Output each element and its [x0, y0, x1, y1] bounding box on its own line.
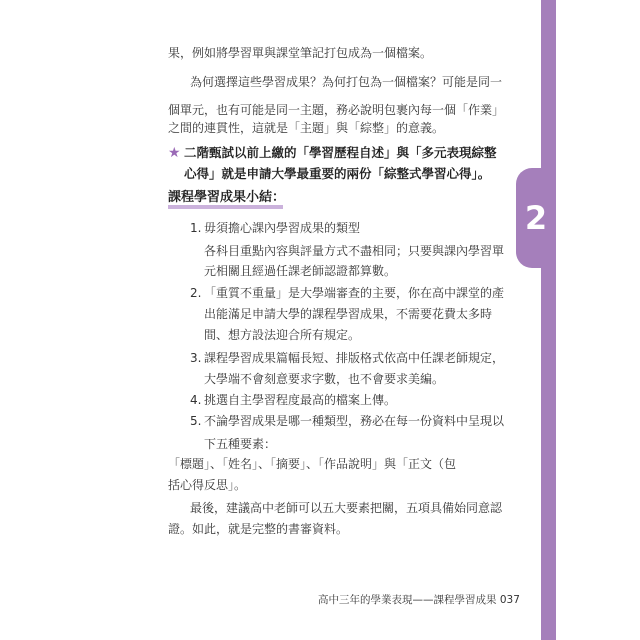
list-item-text: 元相關且經過任課老師認證都算數。	[204, 264, 397, 278]
list-item-text: 「重質不重量」是大學端審查的主要，你在高中課堂的產	[204, 286, 505, 300]
tip-line: 二階甄試以前上繳的「學習歷程自述」與「多元表現綜整	[184, 145, 497, 160]
list-item-text: 各科目重點內容與評量方式不盡相同；只要與課內學習單	[204, 244, 505, 258]
list-item-text: 毋須擔心課內學習成果的類型	[204, 221, 361, 235]
paragraph-line: 個單元，也有可能是同一主題，務必說明包裹內每一個「作業」	[168, 103, 505, 117]
list-item-number: 2.	[190, 286, 202, 300]
list-item-number: 1.	[190, 221, 202, 235]
page-footer: 高中三年的學業表現——課程學習成果 037	[318, 594, 520, 606]
paragraph-line: 之間的連貫性，這就是「主題」與「綜整」的意義。	[168, 121, 445, 135]
list-item-text: 下五種要素：	[204, 437, 277, 451]
list-item-number: 5.	[190, 414, 202, 428]
section-heading: 課程學習成果小結：	[168, 190, 286, 205]
list-item-text: 大學端不會刻意要求字數，也不會要求美編。	[204, 372, 445, 386]
paragraph-line: 最後，建議高中老師可以五大要素把關，五項具備始同意認	[190, 501, 503, 515]
list-item-text: 出能滿足申請大學的課程學習成果，不需要花費太多時	[204, 307, 493, 321]
list-item-text: 挑選自主學習程度最高的檔案上傳。	[204, 393, 397, 407]
paragraph-line: 括心得反思」。	[168, 478, 247, 492]
chapter-number: 2	[524, 199, 548, 237]
star-icon: ★	[168, 145, 181, 161]
paragraph-line: 證。如此，就是完整的書審資料。	[168, 522, 349, 536]
list-item-text: 不論學習成果是哪一種類型，務必在每一份資料中呈現以	[204, 414, 505, 428]
tip-line: 心得」就是申請大學最重要的兩份「綜整式學習心得」。	[184, 166, 491, 181]
list-item-text: 間、想方設法迎合所有規定。	[204, 328, 361, 342]
list-item-text: 課程學習成果篇幅長短、排版格式依高中任課老師規定，	[204, 351, 505, 365]
paragraph-line: 為何選擇這些學習成果？為何打包為一個檔案？可能是同一	[190, 75, 503, 89]
list-item-number: 4.	[190, 393, 202, 407]
paragraph-line: 「標題」、「姓名」、「摘要」、「作品說明」與「正文（包	[168, 457, 457, 471]
paragraph-line: 果，例如將學習單與課堂筆記打包成為一個檔案。	[168, 46, 433, 60]
chapter-side-bar	[541, 0, 556, 640]
list-item-number: 3.	[190, 351, 202, 365]
